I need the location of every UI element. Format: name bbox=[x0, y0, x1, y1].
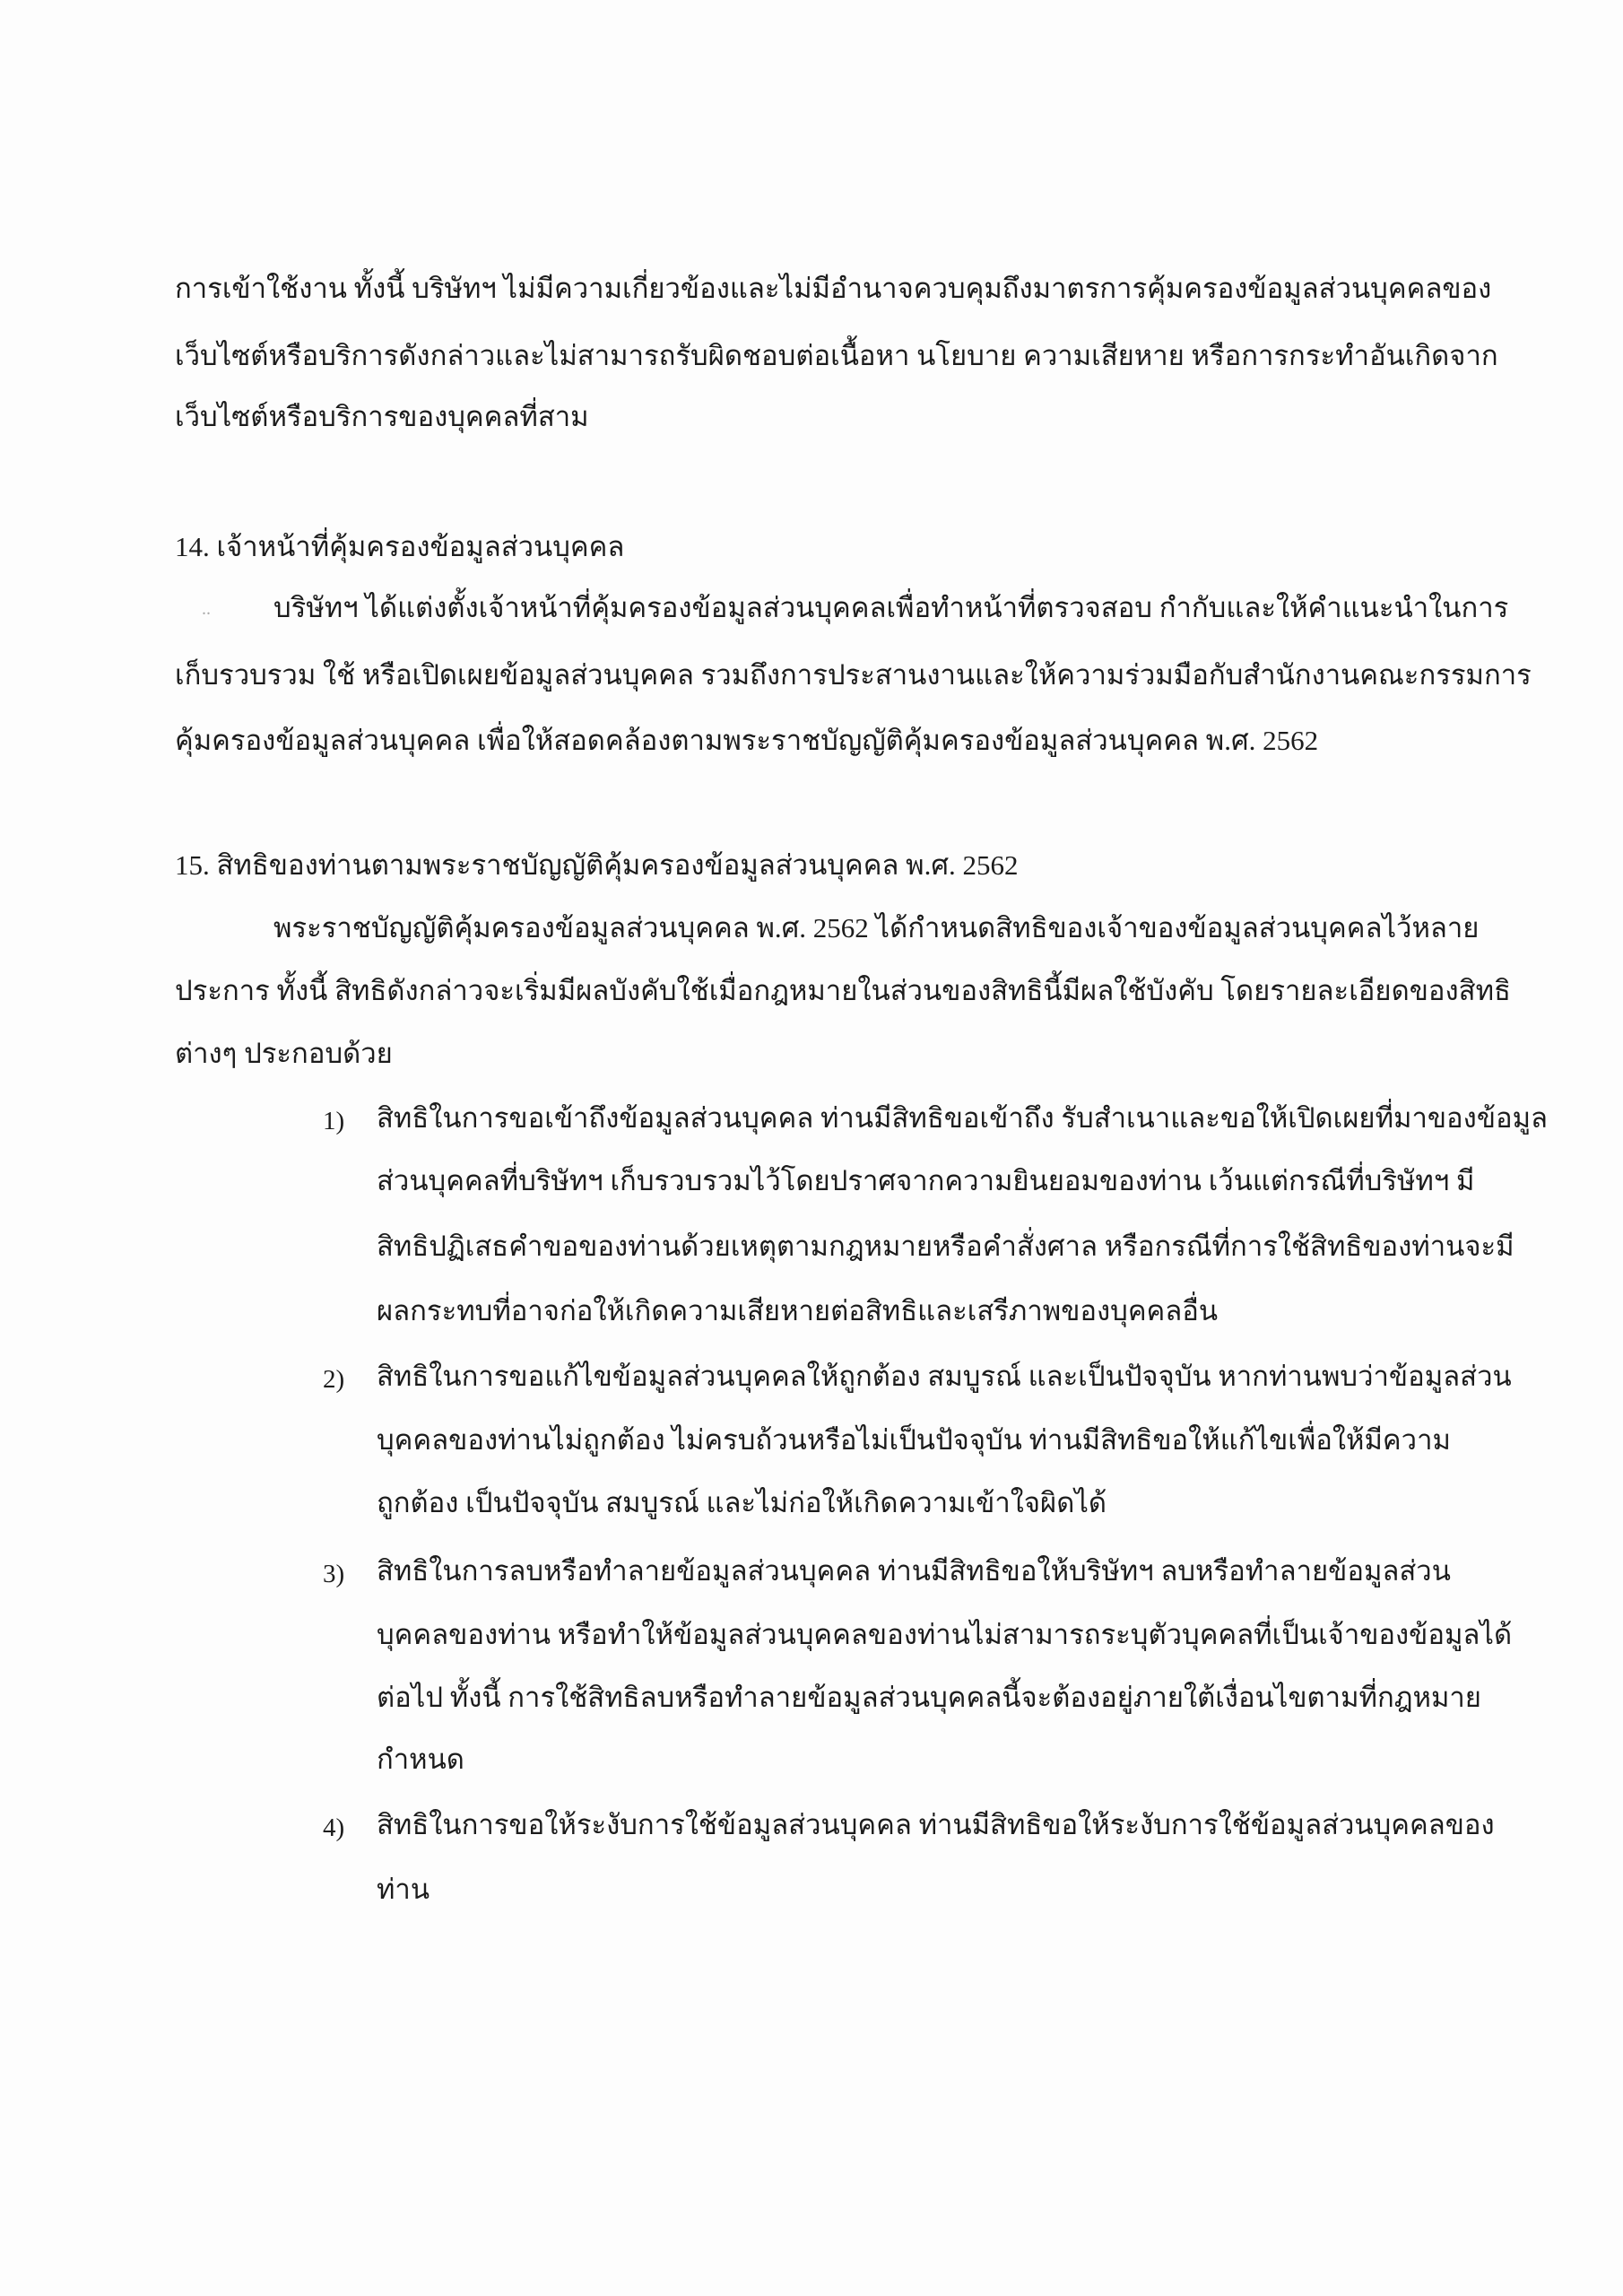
paragraph-line: การเข้าใช้งาน ทั้งนี้ บริษัทฯ ไม่มีความเกี่ยวข้องและไม่มีอำนาจควบคุมถึงมาตรการคุ้มครองข้อมูลส่วนบุคคลของ bbox=[175, 273, 1492, 304]
list-item-line: สิทธิในการขอให้ระงับการใช้ข้อมูลส่วนบุคคล ท่านมีสิทธิขอให้ระงับการใช้ข้อมูลส่วนบุคคลของ bbox=[377, 1809, 1495, 1840]
paragraph-line: ประการ ทั้งนี้ สิทธิดังกล่าวจะเริ่มมีผลบังคับใช้เมื่อกฎหมายในส่วนของสิทธินี้มีผลใช้บังคับ โดยรายละเอียดของสิทธิ bbox=[175, 975, 1511, 1006]
list-item-line: สิทธิในการลบหรือทำลายข้อมูลส่วนบุคคล ท่านมีสิทธิขอให้บริษัทฯ ลบหรือทำลายข้อมูลส่วน bbox=[377, 1555, 1451, 1587]
list-item-number: 3) bbox=[323, 1560, 345, 1588]
list-item-line: ท่าน bbox=[377, 1874, 430, 1905]
list-item-line: ส่วนบุคคลที่บริษัทฯ เก็บรวบรวมไว้โดยปราศจากความยินยอมของท่าน เว้นแต่กรณีที่บริษัทฯ มี bbox=[377, 1165, 1475, 1196]
list-item-line: บุคคลของท่าน หรือทำให้ข้อมูลส่วนบุคคลของท่านไม่สามารถระบุตัวบุคคลที่เป็นเจ้าของข้อมูลได้ bbox=[377, 1619, 1513, 1650]
list-item-number: 4) bbox=[323, 1813, 345, 1842]
list-item-line: สิทธิในการขอแก้ไขข้อมูลส่วนบุคคลให้ถูกต้อง สมบูรณ์ และเป็นปัจจุบัน หากท่านพบว่าข้อมูลส่วน bbox=[377, 1361, 1512, 1392]
paragraph-line: บริษัทฯ ได้แต่งตั้งเจ้าหน้าที่คุ้มครองข้อมูลส่วนบุคคลเพื่อทำหน้าที่ตรวจสอบ กำกับและให้คำแนะนำในการ bbox=[273, 592, 1509, 623]
section-heading: 15. สิทธิของท่านตามพระราชบัญญัติคุ้มครองข้อมูลส่วนบุคคล พ.ศ. 2562 bbox=[175, 849, 1019, 881]
paragraph-line: เว็บไซต์หรือบริการของบุคคลที่สาม bbox=[175, 401, 589, 432]
list-item-line: สิทธิในการขอเข้าถึงข้อมูลส่วนบุคคล ท่านมีสิทธิขอเข้าถึง รับสำเนาและขอให้เปิดเผยที่มาของข้อมูล bbox=[377, 1102, 1549, 1134]
paragraph-line: คุ้มครองข้อมูลส่วนบุคคล เพื่อให้สอดคล้องตามพระราชบัญญัติคุ้มครองข้อมูลส่วนบุคคล พ.ศ. 2562 bbox=[175, 725, 1319, 756]
list-item-line: สิทธิปฏิเสธคำขอของท่านด้วยเหตุตามกฎหมายหรือคำสั่งศาล หรือกรณีที่การใช้สิทธิของท่านจะมี bbox=[377, 1231, 1515, 1262]
list-item-line: บุคคลของท่านไม่ถูกต้อง ไม่ครบถ้วนหรือไม่เป็นปัจจุบัน ท่านมีสิทธิขอให้แก้ไขเพื่อให้มีความ bbox=[377, 1424, 1451, 1456]
list-item-number: 1) bbox=[323, 1107, 345, 1135]
section-heading: 14. เจ้าหน้าที่คุ้มครองข้อมูลส่วนบุคคล bbox=[175, 531, 625, 562]
paragraph-line: พระราชบัญญัติคุ้มครองข้อมูลส่วนบุคคล พ.ศ. 2562 ได้กำหนดสิทธิของเจ้าของข้อมูลส่วนบุคคลไว้หลาย bbox=[273, 912, 1480, 944]
list-item-line: ต่อไป ทั้งนี้ การใช้สิทธิลบหรือทำลายข้อมูลส่วนบุคคลนี้จะต้องอยู่ภายใต้เงื่อนไขตามที่กฎหมาย bbox=[377, 1682, 1481, 1713]
paragraph-line: ต่างๆ ประกอบด้วย bbox=[175, 1038, 393, 1069]
paragraph-line: เก็บรวบรวม ใช้ หรือเปิดเผยข้อมูลส่วนบุคคล รวมถึงการประสานงานและให้ความร่วมมือกับสำนักงานคณะกรรมการ bbox=[175, 659, 1532, 691]
list-item-line: ผลกระทบที่อาจก่อให้เกิดความเสียหายต่อสิทธิและเสรีภาพของบุคคลอื่น bbox=[377, 1295, 1219, 1326]
list-item-number: 2) bbox=[323, 1365, 345, 1394]
paragraph-line: เว็บไซต์หรือบริการดังกล่าวและไม่สามารถรับผิดชอบต่อเนื้อหา นโยบาย ความเสียหาย หรือการกระทำอันเกิดจาก bbox=[175, 340, 1498, 371]
list-item-line: ถูกต้อง เป็นปัจจุบัน สมบูรณ์ และไม่ก่อให้เกิดความเข้าใจผิดได้ bbox=[377, 1487, 1107, 1518]
scan-speck: .. bbox=[202, 599, 211, 619]
list-item-line: กำหนด bbox=[377, 1744, 464, 1775]
